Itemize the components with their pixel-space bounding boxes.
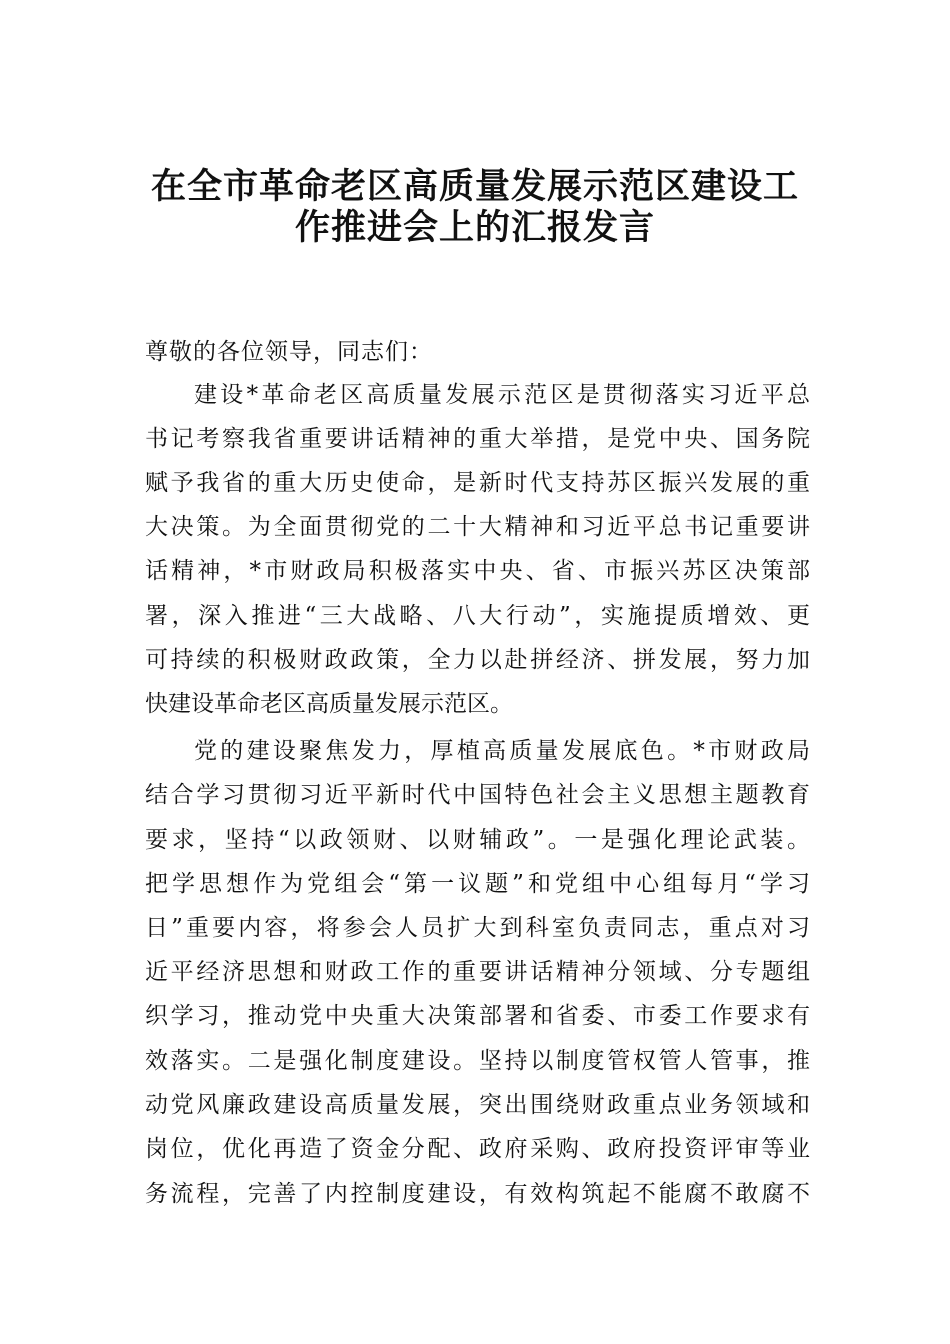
paragraph-line: 动党风廉政建设高质量发展，突出围绕财政重点业务领域和 — [145, 1092, 810, 1118]
paragraph-line: 署，深入推进“三大战略、八大行动”，实施提质增效、更 — [145, 603, 810, 629]
paragraph-line: 书记考察我省重要讲话精神的重大举措，是党中央、国务院 — [145, 426, 810, 452]
paragraph-line: 可持续的积极财政政策，全力以赴拼经济、拼发展，努力加 — [145, 647, 810, 673]
paragraph-line: 效落实。二是强化制度建设。坚持以制度管权管人管事，推 — [145, 1048, 810, 1074]
paragraph-line: 大决策。为全面贯彻党的二十大精神和习近平总书记重要讲 — [145, 514, 810, 540]
paragraph-line: 要求，坚持“以政领财、以财辅政”。一是强化理论武装。 — [145, 827, 810, 853]
paragraph-line: 快建设革命老区高质量发展示范区。 — [145, 691, 513, 717]
paragraph-line: 赋予我省的重大历史使命，是新时代支持苏区振兴发展的重 — [145, 470, 810, 496]
paragraph-line: 织学习，推动党中央重大决策部署和省委、市委工作要求有 — [145, 1003, 810, 1029]
paragraph-line: 岗位，优化再造了资金分配、政府采购、政府投资评审等业 — [145, 1136, 810, 1162]
salutation: 尊敬的各位领导，同志们： — [145, 339, 433, 365]
paragraph-line: 党的建设聚焦发力，厚植高质量发展底色。*市财政局 — [194, 738, 810, 764]
paragraph-line: 结合学习贯彻习近平新时代中国特色社会主义思想主题教育 — [145, 782, 810, 808]
document-title-line-1: 在全市革命老区高质量发展示范区建设工 — [150, 166, 799, 207]
paragraph-line: 把学思想作为党组会“第一议题”和党组中心组每月“学习 — [145, 871, 810, 897]
document-title-line-2: 作推进会上的汇报发言 — [294, 207, 655, 248]
paragraph-line: 话精神，*市财政局积极落实中央、省、市振兴苏区决策部 — [145, 558, 810, 584]
paragraph-line: 务流程，完善了内控制度建设，有效构筑起不能腐不敢腐不 — [145, 1181, 810, 1207]
paragraph-line: 近平经济思想和财政工作的重要讲话精神分领域、分专题组 — [145, 959, 810, 985]
paragraph-line: 建设*革命老区高质量发展示范区是贯彻落实习近平总 — [194, 382, 810, 408]
paragraph-line: 日”重要内容，将参会人员扩大到科室负责同志，重点对习 — [145, 915, 810, 941]
